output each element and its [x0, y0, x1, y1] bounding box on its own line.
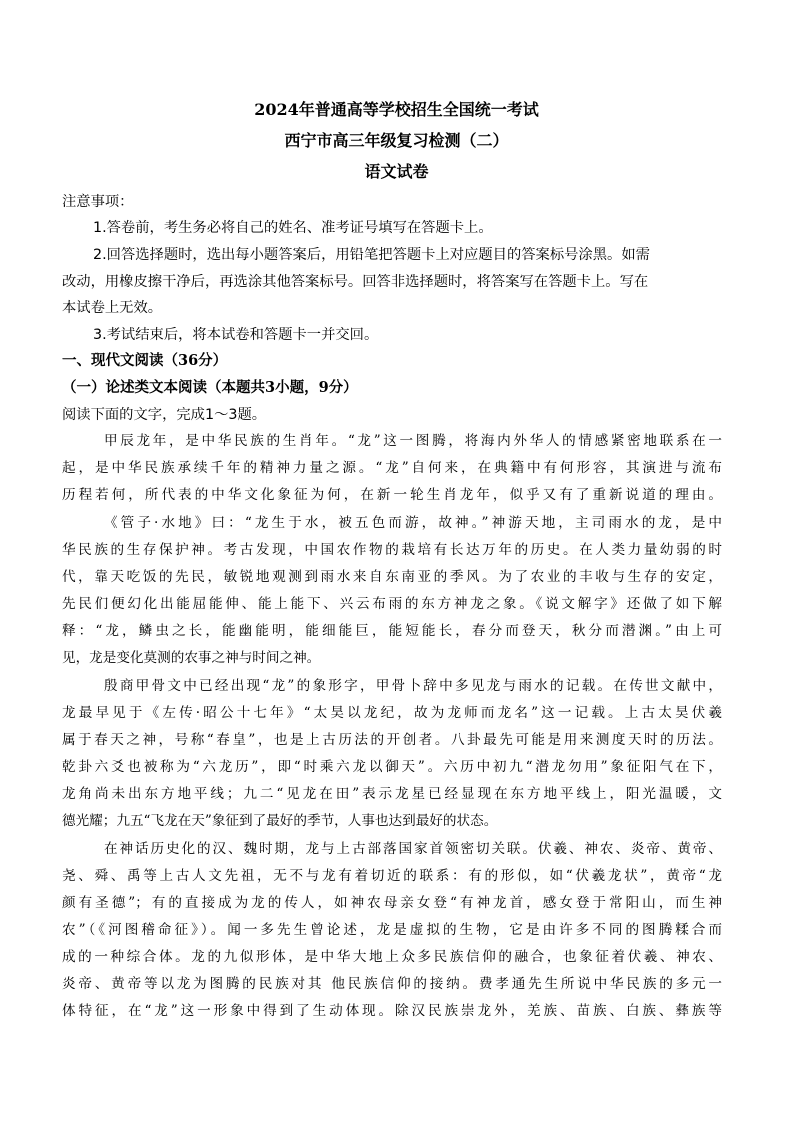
passage-line: 见，龙是变化莫测的农事之神与时间之神。	[62, 650, 321, 666]
passage-line: 历程若何，所代表的中华文化象征为何，在新一轮生肖龙年，似乎又有了重新说道的理由。	[62, 487, 722, 503]
notice-item-3: 3.考试结束后，将本试卷和答题卡一并交回。	[93, 327, 379, 343]
passage-line: 体特征，在“龙”这一形象中得到了生动体现。除汉民族崇龙外，羌族、苗族、白族、彝族等	[62, 1003, 722, 1019]
subsection-heading: （一）论述类文本阅读（本题共3小题，9分）	[62, 379, 358, 396]
passage-line: 龙最早见于《左传·昭公十七年》“太昊以龙纪，故为龙师而龙名”这一记载。上古太昊伏羲	[62, 705, 722, 721]
passage-line: 先民们便幻化出能屈能伸、能上能下、兴云布雨的东方神龙之象。《说文解字》还做了如下解	[62, 596, 722, 612]
passage-line: 尧、舜、禹等上古人文先祖，无不与龙有着切近的联系：有的形似，如“伏羲龙状”，黄帝“龙	[62, 868, 722, 884]
passage-line: 德光耀；九五“飞龙在天”象征到了最好的季节，人事也达到最好的状态。	[62, 813, 498, 829]
exam-title: 2024年普通高等学校招生全国统一考试	[254, 100, 539, 119]
notice-item-2-end: 本试卷上无效。	[62, 300, 163, 316]
notice-item-2: 2.回答选择题时，选出每小题答案后，用铅笔把答题卡上对应题目的答案标号涂黑。如需	[93, 247, 650, 263]
passage-line: 代，靠天吃饭的先民，敏锐地观测到雨水来自东南亚的季风。为了农业的丰收与生存的安定，	[62, 569, 722, 585]
exam-subtitle: 西宁市高三年级复习检测（二）	[284, 131, 509, 150]
passage-line: 甲辰龙年，是中华民族的生肖年。“龙”这一图腾，将海内外华人的情感紧密地联系在一	[104, 433, 722, 449]
notice-item-1: 1.答卷前，考生务必将自己的姓名、准考证号填写在答题卡上。	[93, 220, 493, 236]
subject-title: 语文试卷	[364, 162, 429, 181]
passage-line: 起，是中华民族承续千年的精神力量之源。“龙”自何来，在典籍中有何形容，其演进与流布	[62, 460, 722, 476]
passage-line: 释：“龙，鳞虫之长，能幽能明，能细能巨，能短能长，春分而登天，秋分而潜渊。”由上可	[62, 623, 722, 639]
passage-line: 《管子·水地》曰：“龙生于水，被五色而游，故神。”神游天地，主司雨水的龙，是中	[104, 515, 722, 531]
passage-line: 在神话历史化的汉、魏时期，龙与上古部落国家首领密切关联。伏羲、神农、炎帝、黄帝、	[104, 841, 722, 857]
passage-line: 颜有圣德”；有的直接成为龙的传人，如神农母亲女登“有神龙首，感女登于常阳山，而生神	[62, 895, 722, 911]
passage-line: 成的一种综合体。龙的九似形体，是中华大地上众多民族信仰的融合，也象征着伏羲、神农、	[62, 949, 722, 965]
passage-line: 农”（《河图稽命征》）。闻一多先生曾论述，龙是虚拟的生物，它是由许多不同的图腾糅合而	[62, 922, 722, 938]
passage-line: 龙角尚未出东方地平线；九二“见龙在田”表示龙星已经显现在东方地平线上，阳光温暖，文	[62, 786, 722, 802]
notice-item-2-cont: 改动，用橡皮擦干净后，再选涂其他答案标号。回答非选择题时，将答案写在答题卡上。写在	[62, 274, 649, 290]
reading-instruction: 阅读下面的文字，完成1～3题。	[62, 407, 267, 423]
passage-line: 乾卦六爻也被称为“六龙历”，即“时乘六龙以御天”。六历中初九“潜龙勿用”象征阳气在下，	[62, 759, 722, 775]
notice-heading: 注意事项：	[62, 194, 134, 210]
passage-line: 炎帝、黄帝等以龙为图腾的民族对其 他民族信仰的接纳。费孝通先生所说中华民族的多元一	[62, 976, 722, 992]
passage-line: 殷商甲骨文中已经出现“龙”的象形字，甲骨卜辞中多见龙与雨水的记载。在传世文献中，	[104, 678, 722, 694]
passage-line: 属于春天之神，号称“春皇”，也是上古历法的开创者。八卦最先可能是用来测度天时的历法。	[62, 732, 722, 748]
passage-line: 华民族的生存保护神。考古发现，中国农作物的栽培有长达万年的历史。在人类力量幼弱的时	[62, 542, 722, 558]
section-heading: 一、现代文阅读（36分）	[62, 352, 228, 369]
